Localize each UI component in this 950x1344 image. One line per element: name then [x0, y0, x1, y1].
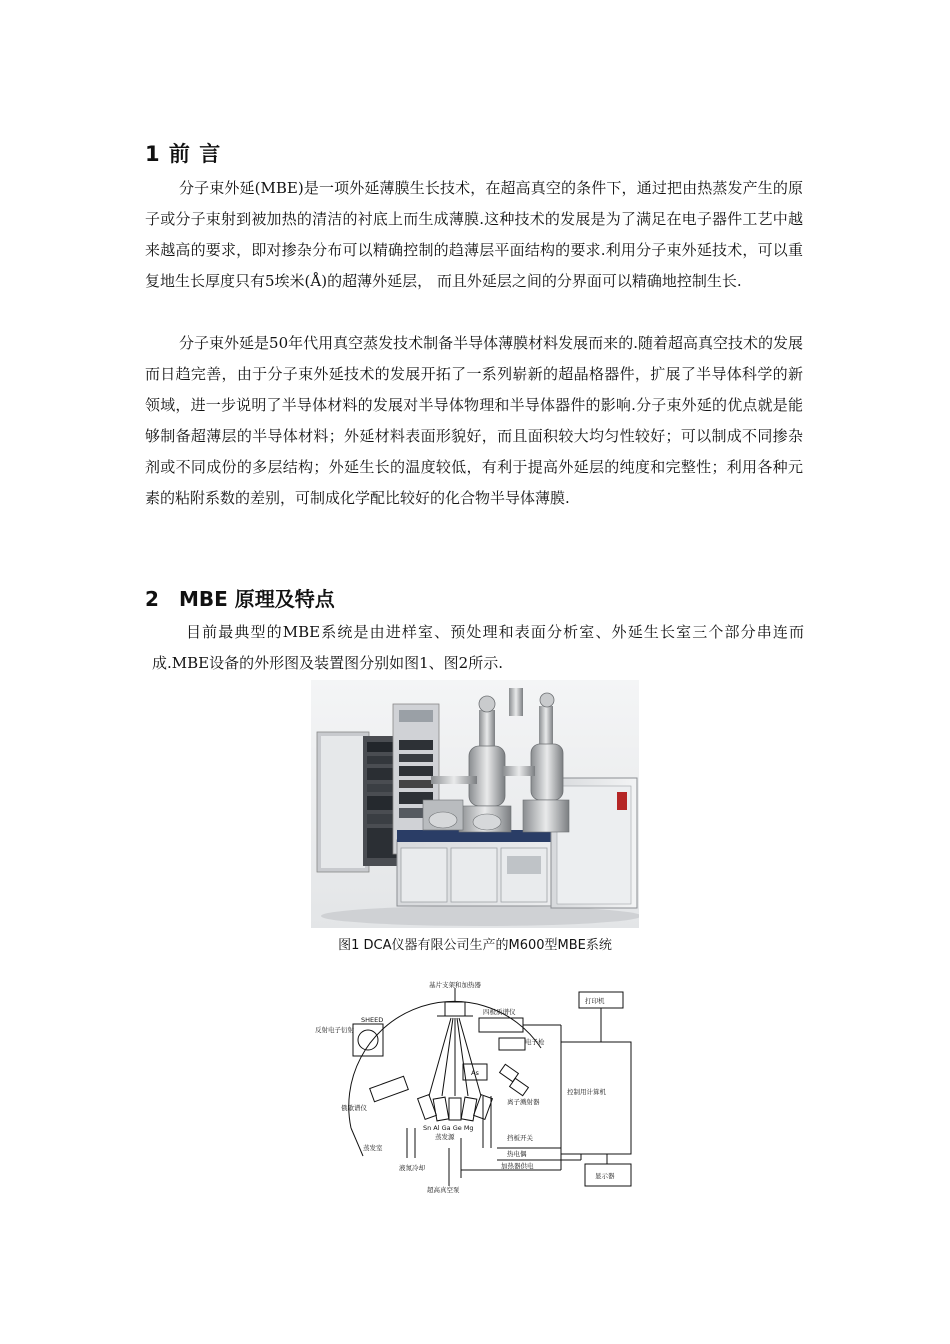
section-1-paragraph-2: 分子束外延是50年代用真空蒸发技术制备半导体薄膜材料发展而来的.随着超高真空技术的发展而日趋完善，由于分子束外延技术的发展开拓了一系列崭新的超晶格器件，扩展了半导体科学的新领域，进一步说明了半导体材料的发展对半导体物理和半导体器件的影响.分子束外延的优点就是能够制备超薄层的半导体材料；外延材料表面形貌好，而且面积较大均匀性较好；可以制成不同掺杂剂或不同成份的多层结构；外延生长的温度较低，有利于提高外延层的纯度和完整性；利用各种元素的粘附系数的差别，可制成化学配比较好的化合物半导体薄膜. — [145, 334, 803, 507]
section-2-paragraph-1: 目前最典型的MBE系统是由进样室、预处理和表面分析室、外延生长室三个部分串连而成.MBE设备的外形图及装置图分别如图1、图2所示. — [152, 623, 804, 672]
section-2-heading — [145, 583, 335, 612]
label-sources: Sn Al Ga Ge Mg — [423, 1124, 474, 1132]
label-auger: 俄歇谱仪 — [341, 1104, 367, 1112]
label-evap-source: 蒸发源 — [435, 1133, 455, 1141]
label-shutter: 挡板开关 — [507, 1134, 533, 1142]
mbe-schematic-diagram — [311, 978, 639, 1198]
mbe-system-photo — [311, 680, 639, 928]
label-computer: 控制用计算机 — [567, 1088, 606, 1096]
label-ion-sputter: 离子溅射器 — [507, 1098, 540, 1106]
label-thermocouple: 热电偶 — [507, 1150, 527, 1158]
label-electron-gun: 电子枪 — [525, 1038, 545, 1046]
label-sheed: SHEED — [361, 1016, 384, 1024]
label-substrate: 基片支架和加热器 — [429, 981, 481, 989]
label-heater-power: 加热器供电 — [501, 1162, 534, 1170]
label-quadrupole: 四极质谱仪 — [483, 1008, 516, 1016]
label-printer: 打印机 — [585, 997, 605, 1005]
label-evap-chamber: 蒸发室 — [363, 1144, 383, 1152]
section-2-title: MBE 原理及特点 — [179, 587, 335, 611]
label-ln2: 液氮冷却 — [399, 1164, 425, 1172]
section-1-paragraph-1: 分子束外延(MBE)是一项外延薄膜生长技术，在超高真空的条件下，通过把由热蒸发产生的原子或分子束射到被加热的清洁的衬底上而生成薄膜.这种技术的发展是为了满足在电子器件工艺中越来越高的要求，即对掺杂分布可以精确控制的趋薄层平面结构的要求.利用分子束外延技术，可以重复地生长厚度只有5埃米(Å)的超薄外延层， 而且外延层之间的分界面可以精确地控制生长. — [145, 179, 803, 290]
figure-1-caption: 图1 DCA仪器有限公司生产的M600型MBE系统 — [338, 938, 612, 953]
label-as: As — [471, 1069, 479, 1077]
label-uhv-pump: 超高真空泵 — [427, 1186, 460, 1194]
label-rheed: 反射电子衍射 — [315, 1026, 354, 1034]
section-1-heading: 1 前 言 — [145, 142, 222, 166]
label-display: 显示器 — [595, 1172, 615, 1180]
section-2-number: 2 — [145, 587, 159, 611]
